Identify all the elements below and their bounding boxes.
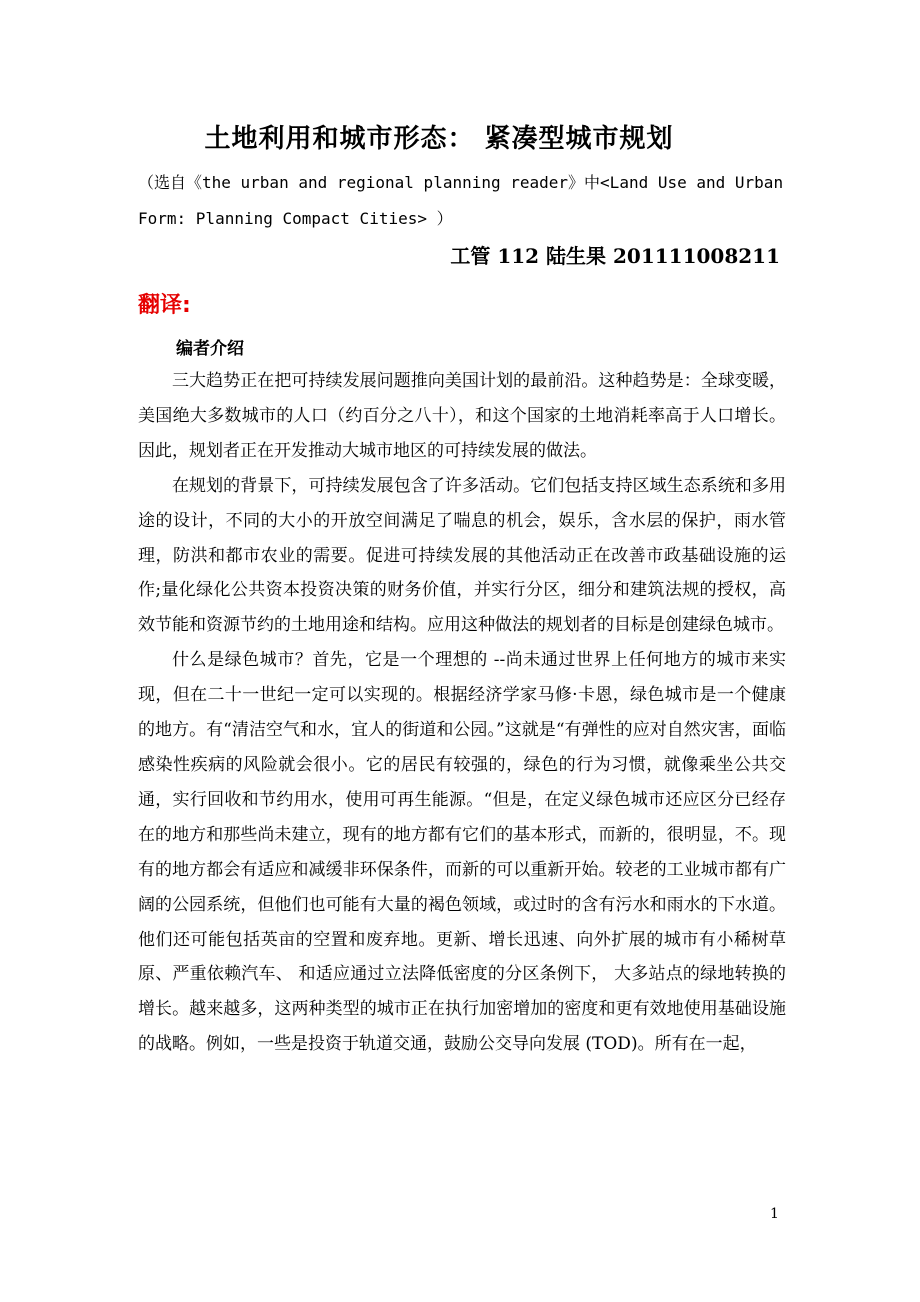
source-citation: （选自《the urban and regional planning reader》中<Land Use and Urban Form: Planning Compact Cities> ） [138, 173, 784, 228]
paragraph-3: 什么是绿色城市？首先，它是一个理想的 --尚未通过世界上任何地方的城市来实现，但在二十一世纪一定可以实现的。根据经济学家马修·卡恩，绿色城市是一个健康的地方。有“清洁空气和水，宜人的街道和公园。”这就是“有弹性的应对自然灾害，面临感染性疾病的风险就会很小。它的居民有较强的，绿色的行为习惯，就像乘坐公共交通，实行回收和节约用水，使用可再生能源。“但是，在定义绿色城市还应区分已经存在的地方和那些尚未建立，现有的地方都有它们的基本形式，而新的，很明显，不。现有的地方都会有适应和减缓非环保条件，而新的可以重新开始。较老的工业城市都有广阔的公园系统，但他们也可能有大量的褐色领域，或过时的含有污水和雨水的下水道。他们还可能包括英亩的空置和废弃地。更新、增长迅速、向外扩展的城市有小稀树草原、严重依赖汽车、 和适应通过立法降低密度的分区条例下， 大多站点的绿地转换的增长。越来越多，这两种类型的城市正在执行加密增加的密度和更有效地使用基础设施的战略。例如，一些是投资于轨道交通，鼓励公交导向发展 (TOD)。所有在一起， [138, 650, 786, 1055]
author-line: 工管 112 陆生果 201111008211 [450, 244, 780, 268]
paragraph-1: 三大趋势正在把可持续发展问题推向美国计划的最前沿。这种趋势是：全球变暖，美国绝大多数城市的人口（约百分之八十），和这个国家的土地消耗率高于人口增长。因此，规划者正在开发推动大城市地区的可持续发展的做法。 [138, 371, 786, 461]
subheading-editor-intro: 编者介绍 [176, 339, 244, 359]
page-number: 1 [770, 1206, 779, 1222]
paragraph-2: 在规划的背景下，可持续发展包含了许多活动。它们包括支持区域生态系统和多用途的设计，不同的大小的开放空间满足了喘息的机会，娱乐，含水层的保护，雨水管理，防洪和都市农业的需要。促进可持续发展的其他活动正在改善市政基础设施的运作;量化绿化公共资本投资决策的财务价值，并实行分区，细分和建筑法规的授权，高效节能和资源节约的土地用途和结构。应用这种做法的规划者的目标是创建绿色城市。 [138, 475, 786, 636]
document-title: 土地利用和城市形态： 紧凑型城市规划 [204, 124, 674, 154]
body-text [138, 364, 786, 1062]
section-label-translation: 翻译: [138, 293, 191, 318]
